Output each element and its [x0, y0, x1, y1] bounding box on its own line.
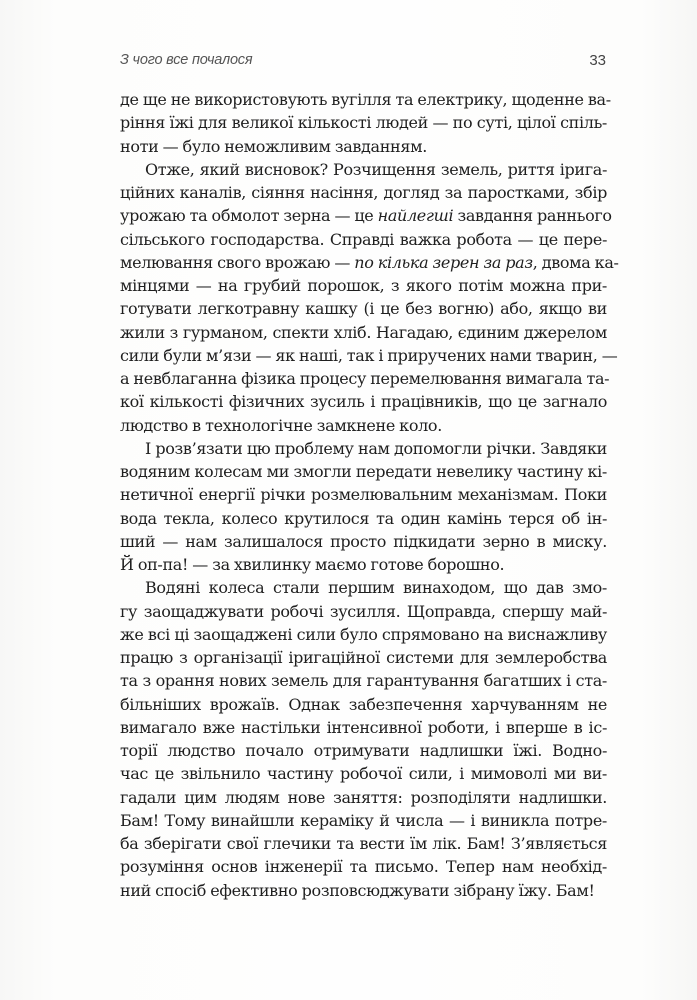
text-run: більніших врожаїв. Однак забезпечення харчуванням не — [120, 694, 607, 714]
text-line — [120, 832, 607, 855]
text-line — [120, 367, 610, 390]
text-run: та з орання нових земель для гарантування багатших і ста- — [120, 671, 607, 691]
text-run: Водяні колеса стали першим винаходом, що дав змо- — [145, 578, 607, 598]
text-line — [120, 762, 607, 785]
text-run: ційних каналів, сіяння насіння, догляд за паростками, збір — [120, 183, 607, 202]
text-run: І розв’язати цю проблему нам допомогли річки. Завдяки — [145, 438, 607, 458]
text-run: торії людство почало отримувати надлишки їжі. Водно- — [120, 741, 607, 760]
body-text — [120, 88, 619, 902]
text-run: розуміння основ інженерії та письмо. Тепер нам необхід- — [120, 857, 607, 877]
text-run: мелювання свого врожаю — — [120, 252, 355, 272]
page-number: 33 — [589, 52, 606, 69]
text-run: ріння їжі для великої кількості людей — по суті, цілої спіль- — [120, 113, 607, 133]
text-line — [120, 809, 607, 832]
text-line — [120, 414, 607, 437]
paragraph — [120, 437, 607, 577]
text-run: людство в технологічне замкнене коло. — [120, 415, 442, 435]
text-run: сили були м’язи — як наші, так і приручених нами тварин, — — [120, 345, 618, 365]
text-run: кої кількості фізичних зусиль і працівників, що це загнало — [120, 392, 607, 412]
text-line — [120, 483, 607, 506]
text-run: працю з організації іригаційної системи для землеробства — [120, 648, 607, 667]
text-line — [120, 111, 607, 134]
text-line — [120, 669, 607, 692]
text-line — [120, 437, 607, 460]
text-run: жили з гурманом, спекти хліб. Нагадаю, єдиним джерелом — [120, 322, 607, 342]
paragraph — [120, 88, 611, 158]
text-run: гадали цим людям нове заняття: розподіляти надлишки. — [120, 787, 607, 807]
text-line — [120, 135, 607, 158]
text-line — [120, 344, 618, 367]
emphasized-text: по кілька зерен за раз — [354, 252, 533, 272]
text-run: ба зберігати свої глечики та вести їм лік. Бам! З’являється — [120, 834, 607, 853]
text-run: готувати легкотравну кашку (і це без вогню) або, якщо ви — [120, 299, 607, 319]
text-run: нетичної енергії річки розмелювальним механізмам. Поки — [120, 485, 607, 505]
chapter-running-title: З чого все почалося — [120, 52, 253, 68]
text-run: час це звільнило частину робочої сили, і мимоволі ми ви- — [120, 764, 607, 784]
text-line — [120, 855, 607, 878]
text-run: де ще не використовують вугілля та електрику, щоденне ва- — [120, 90, 611, 109]
text-run: же всі ці заощаджені сили було спрямовано на виснажливу — [120, 624, 607, 644]
text-run: ший — нам залишалося просто підкидати зерно в миску. — [120, 531, 607, 551]
text-line — [120, 646, 607, 669]
text-run: завдання раннього — [453, 206, 612, 226]
text-run: ноти — було неможливим завданням. — [120, 136, 427, 156]
text-line — [120, 274, 607, 297]
text-line — [120, 530, 607, 553]
text-run: Й оп-па! — за хвилинку маємо готове борошно. — [120, 555, 505, 574]
text-run: а невблаганна фізика процесу перемелювання вимагала та- — [120, 369, 610, 388]
text-run: мінцями — на грубий порошок, з якого потім можна при- — [120, 276, 607, 295]
paragraph — [120, 576, 607, 902]
running-header — [120, 52, 606, 74]
text-line — [120, 716, 607, 739]
text-line — [120, 786, 607, 809]
text-line — [120, 693, 607, 716]
text-run: сільського господарства. Справді важка робота — це пере- — [120, 229, 607, 249]
paragraph — [120, 158, 619, 437]
text-line — [120, 390, 607, 413]
text-line — [120, 553, 607, 576]
text-run: Бам! Тому винайшли кераміку й числа — і виникла потре- — [120, 810, 607, 830]
text-line — [120, 181, 607, 204]
text-line — [120, 600, 607, 623]
emphasized-text: найлегші — [377, 206, 454, 226]
text-line — [120, 297, 607, 320]
text-line — [120, 251, 619, 274]
text-run: вимагало вже настільки інтенсивної роботи, і вперше в іс- — [120, 717, 607, 737]
text-run: водяним колесам ми змогли передати невелику частину кі- — [120, 462, 607, 481]
text-line — [120, 228, 607, 251]
text-line — [120, 739, 607, 762]
text-run: Отже, який висновок? Розчищення земель, риття іригa- — [145, 159, 607, 179]
text-line — [120, 88, 611, 111]
text-run: , двома ка- — [532, 252, 619, 272]
text-line — [120, 158, 607, 181]
text-run: ний спосіб ефективно розповсюджувати зібрану їжу. Бам! — [120, 880, 595, 900]
text-run: вода текла, колесо крутилося та один камінь терся об ін- — [120, 508, 607, 528]
text-line — [120, 204, 612, 227]
text-line — [120, 879, 607, 902]
text-run: гу заощаджувати робочі зусилля. Щоправда, спершу май- — [120, 601, 607, 621]
text-line — [120, 460, 607, 483]
text-line — [120, 576, 607, 599]
text-run: урожаю та обмолот зерна — це — [120, 206, 378, 226]
text-line — [120, 321, 607, 344]
text-line — [120, 507, 607, 530]
text-line — [120, 623, 607, 646]
